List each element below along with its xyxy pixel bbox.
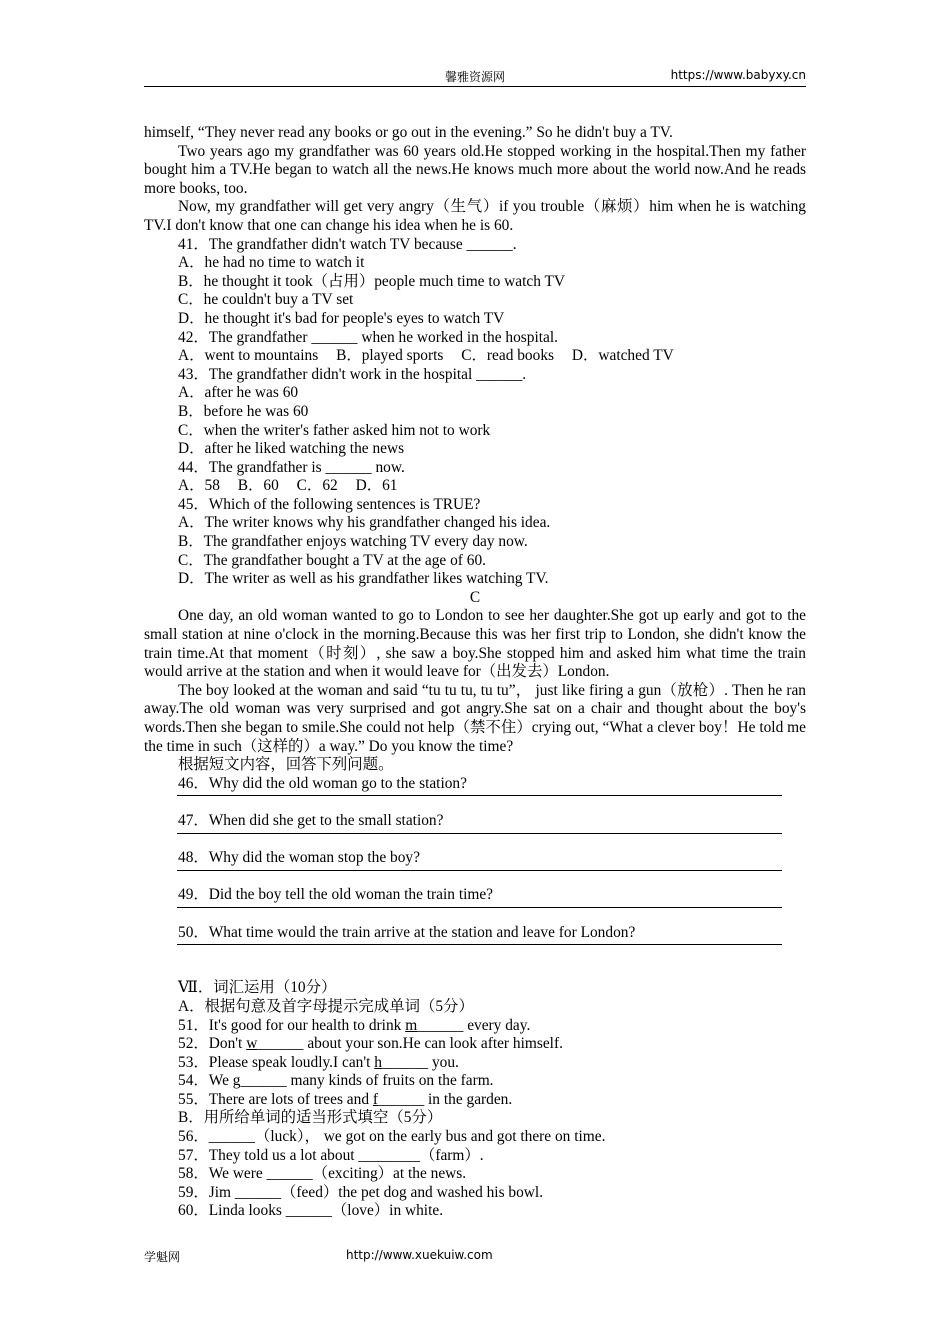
part-instruction: B．用所给单词的适当形式填空（5分） [178,1109,443,1127]
initial-letter: f [372,1090,379,1108]
header-url: https://www.babyxy.cn [670,68,806,82]
fill-question: 52．Don't w______ about your son.He can look after himself. [178,1035,563,1053]
short-answer-question: 49．Did the boy tell the old woman the train time? [178,886,494,904]
fill-question: 58．We were ______（exciting）at the news. [178,1165,467,1183]
fill-question: 55．There are lots of trees and f______ in the garden. [178,1090,513,1108]
passage-c-paragraph: The boy looked at the woman and said “tu tu tu, tu tu”， just like firing a gun（放枪）. Then he ran away.The old woman was very surprised and got angry.She sat on a chair and thought about the boy's words.Then she began to smile.She could not help（禁不住）crying out, “What a clever boy！He told me the time in such（这样的）a way.” Do you know the time? [144,681,806,755]
fill-question: 56．______（luck）， we got on the early bus and got there on time. [178,1128,606,1146]
section-instruction: 根据短文内容，回答下列问题。 [178,756,394,774]
options-row [144,477,806,496]
option: A．he had no time to watch it [178,254,365,272]
option: C．when the writer's father asked him not to work [178,421,491,439]
question-stem: 44．The grandfather is ______ now. [178,458,405,476]
page-header [144,68,806,87]
option: B．played sports [336,347,444,365]
question-stem: 45．Which of the following sentences is TRUE? [178,495,481,513]
fill-question: 53．Please speak loudly.I can't h______ you. [178,1053,459,1071]
question-stem: 41．The grandfather didn't watch TV because ______. [178,235,517,253]
option: C．The grandfather bought a TV at the age of 60. [178,551,487,569]
section-title: Ⅶ．词汇运用（10分） [178,979,337,997]
question-stem: 43．The grandfather didn't work in the hospital ______. [178,365,527,383]
option: B．The grandfather enjoys watching TV every day now. [178,533,528,551]
option: D．after he liked watching the news [178,440,405,458]
passage-c-paragraph: One day, an old woman wanted to go to London to see her daughter.She got up early and got to the small station at nine o'clock in the morning.Because this was her first trip to London, she didn't know the train time.At that moment（时刻）, she saw a boy.She stopped him and asked him what time the train would arrive at the station and when it would leave for（出发去）London. [144,607,806,681]
document-body [144,124,806,1221]
option: A．58 [178,477,220,495]
answer-line[interactable] [177,907,782,908]
fill-question: 59．Jim ______（feed）the pet dog and washed his bowl. [178,1183,544,1201]
option: C．read books [461,347,555,365]
option: C．62 [296,477,338,495]
section-c-title: C [469,588,481,606]
short-answer-question: 46．Why did the old woman go to the station? [178,774,467,792]
short-answer-question: 50．What time would the train arrive at the station and leave for London? [178,923,636,941]
option: D．61 [355,477,398,495]
short-answer-question: 48．Why did the woman stop the boy? [178,849,420,867]
passage-b-paragraph: Two years ago my grandfather was 60 years old.He stopped working in the hospital.Then my father bought him a TV.He began to watch all the news.He knows much more about the world now.And he reads more books, too. [144,142,806,197]
initial-letter: h [374,1053,382,1071]
fill-question: 57．They told us a lot about ________（farm）. [178,1146,484,1164]
option: B．before he was 60 [178,402,309,420]
option: A．after he was 60 [178,384,299,402]
passage-b-paragraph: himself, “They never read any books or go out in the evening.” So he didn't buy a TV. [144,124,673,141]
initial-letter: w [246,1035,258,1053]
page-footer [144,1248,806,1265]
answer-line[interactable] [177,795,782,796]
initial-letter: g [232,1072,241,1090]
part-instruction: A．根据句意及首字母提示完成单词（5分） [178,997,474,1015]
fill-question: 54．We g______ many kinds of fruits on the farm. [178,1072,494,1090]
footer-site-name: 学魁网 [144,1250,181,1264]
option: D．The writer as well as his grandfather likes watching TV. [178,570,549,588]
answer-line[interactable] [177,870,782,871]
options-row [144,347,806,366]
short-answer-question: 47．When did she get to the small station? [178,811,444,829]
answer-line[interactable] [177,833,782,834]
footer-url: http://www.xuekuiw.com [346,1248,493,1262]
option: D．watched TV [571,347,674,365]
option: A．went to mountains [178,347,319,365]
option: A．The writer knows why his grandfather changed his idea. [178,514,551,532]
option: B．he thought it took（占用）people much time to watch TV [178,272,565,290]
passage-b-paragraph: Now, my grandfather will get very angry（生气）if you trouble（麻烦）him when he is watching TV.I don't know that one can change his idea when he is 60. [144,198,806,234]
fill-question: 51．It's good for our health to drink m______ every day. [178,1016,531,1034]
initial-letter: m [405,1016,418,1034]
header-site-name: 馨雅资源网 [444,70,505,84]
question-stem: 42．The grandfather ______ when he worked in the hospital. [178,328,558,346]
option: B．60 [237,477,279,495]
option: C．he couldn't buy a TV set [178,291,354,309]
answer-line[interactable] [177,944,782,945]
option: D．he thought it's bad for people's eyes to watch TV [178,309,505,327]
fill-question: 60．Linda looks ______（love）in white. [178,1202,444,1220]
